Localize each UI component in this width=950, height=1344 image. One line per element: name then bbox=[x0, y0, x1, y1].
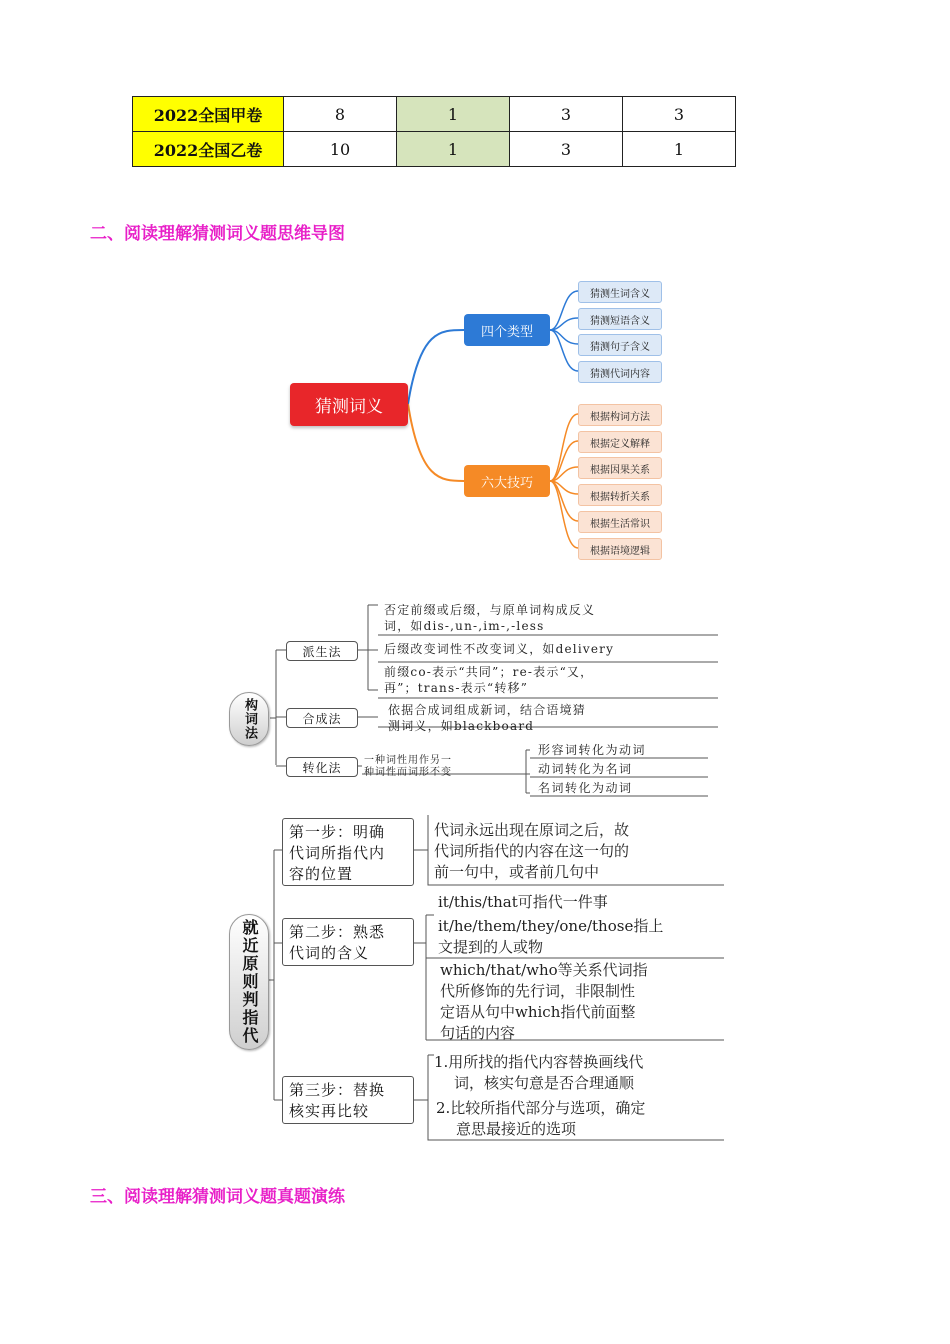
text-line: 否定前缀或后缀，与原单词构成反义 bbox=[384, 603, 596, 617]
text-line: 意思最接近的选项 bbox=[456, 1120, 577, 1138]
text-line: 词，核实句意是否合理通顺 bbox=[454, 1074, 635, 1092]
wordform-center-label: 构词法 bbox=[242, 698, 257, 740]
text-line: 代词所指代内 bbox=[289, 844, 386, 862]
text-line: 代词永远出现在原词之后，故 bbox=[434, 821, 630, 839]
text-line: 第一步：明确 bbox=[289, 823, 386, 841]
text-line: it/this/that可指代一件事 bbox=[438, 893, 608, 911]
cell: 3 bbox=[623, 97, 736, 132]
text-line: 容的位置 bbox=[289, 865, 354, 883]
text-line: 代所修饰的先行词，非限制性 bbox=[440, 982, 636, 1000]
text-line: 句话的内容 bbox=[440, 1024, 516, 1042]
text-line: 一种词性用作另一 bbox=[364, 755, 452, 766]
step3-box bbox=[282, 1076, 414, 1124]
text-line: 词，如dis-,un-,im-,-less bbox=[384, 619, 545, 633]
compound-label: 合成法 bbox=[286, 708, 358, 728]
skill-leaf: 根据构词方法 bbox=[578, 404, 662, 426]
derivation-item bbox=[384, 664, 593, 696]
text-line: 后缀改变词性不改变词义，如delivery bbox=[384, 642, 615, 656]
pronoun-center-label: 就近原则判指代 bbox=[240, 919, 259, 1045]
text-line: 前缀co-表示“共同”；re-表示“又， bbox=[384, 665, 594, 679]
step2-desc bbox=[438, 892, 608, 913]
text-line: 核实再比较 bbox=[289, 1102, 370, 1120]
step2-box bbox=[282, 918, 414, 966]
conversion-item: 名词转化为动词 bbox=[538, 781, 633, 795]
wordform-center bbox=[229, 692, 269, 746]
year-cell: 2022全国甲卷 bbox=[133, 97, 284, 132]
year-cell: 2022全国乙卷 bbox=[133, 132, 284, 167]
text-line: 代词的含义 bbox=[289, 944, 370, 962]
derivation-item bbox=[384, 641, 614, 657]
text-line: 定语从句中which指代前面整 bbox=[440, 1003, 636, 1021]
step3-desc bbox=[434, 1052, 643, 1094]
skill-leaf: 根据定义解释 bbox=[578, 431, 662, 453]
cell: 3 bbox=[510, 132, 623, 167]
text-line: 第三步：替换 bbox=[289, 1081, 386, 1099]
text-line: 前一句中，或者前几句中 bbox=[434, 863, 600, 881]
type-leaf: 猜测短语含义 bbox=[578, 308, 662, 330]
skill-leaf: 根据因果关系 bbox=[578, 457, 662, 479]
text-line: 依据合成词组成新词，结合语境猜 bbox=[388, 703, 587, 717]
step1-desc bbox=[434, 820, 629, 883]
text-line: 文提到的人或物 bbox=[438, 938, 544, 956]
conversion-note bbox=[364, 755, 452, 779]
skill-leaf: 根据转折关系 bbox=[578, 484, 662, 506]
text-line: 2.比较所指代部分与选项，确定 bbox=[436, 1099, 646, 1117]
section-title: 二、阅读理解猜测词义题思维导图 bbox=[90, 224, 345, 244]
pronoun-center bbox=[229, 914, 269, 1050]
type-leaf: 猜测生词含义 bbox=[578, 281, 662, 303]
cell: 8 bbox=[284, 97, 397, 132]
text-line: 种词性而词形不变 bbox=[364, 767, 452, 778]
text-line: it/he/them/they/one/those指上 bbox=[438, 917, 664, 935]
text-line: 再”；trans-表示“转移” bbox=[384, 681, 529, 695]
section-title: 三、阅读理解猜测词义题真题演练 bbox=[90, 1187, 345, 1207]
conversion-item: 形容词转化为动词 bbox=[538, 743, 647, 757]
compound-item bbox=[388, 702, 586, 734]
derivation-label: 派生法 bbox=[286, 641, 358, 661]
skill-leaf: 根据生活常识 bbox=[578, 511, 662, 533]
type-leaf: 猜测代词内容 bbox=[578, 361, 662, 383]
skill-leaf: 根据语境逻辑 bbox=[578, 538, 662, 560]
text-line: 第二步：熟悉 bbox=[289, 923, 386, 941]
mindmap-root: 猜测词义 bbox=[290, 383, 408, 426]
mindmap-connectors bbox=[0, 0, 950, 600]
cell: 1 bbox=[397, 97, 510, 132]
cell: 3 bbox=[510, 97, 623, 132]
cell: 1 bbox=[623, 132, 736, 167]
step2-desc bbox=[440, 960, 648, 1044]
text-line: 1.用所找的指代内容替换画线代 bbox=[434, 1053, 644, 1071]
derivation-item bbox=[384, 602, 595, 634]
step2-desc bbox=[438, 916, 663, 958]
cell: 10 bbox=[284, 132, 397, 167]
conversion-item: 动词转化为名词 bbox=[538, 762, 633, 776]
conversion-label: 转化法 bbox=[286, 757, 358, 777]
types-node: 四个类型 bbox=[464, 314, 550, 346]
skills-node: 六大技巧 bbox=[464, 465, 550, 497]
cell: 1 bbox=[397, 132, 510, 167]
text-line: 测词义，如blackboard bbox=[388, 719, 535, 733]
text-line: 代词所指代的内容在这一句的 bbox=[434, 842, 630, 860]
type-leaf: 猜测句子含义 bbox=[578, 334, 662, 356]
step1-box bbox=[282, 818, 414, 886]
step3-desc bbox=[436, 1098, 645, 1140]
text-line: which/that/who等关系代词指 bbox=[440, 961, 648, 979]
